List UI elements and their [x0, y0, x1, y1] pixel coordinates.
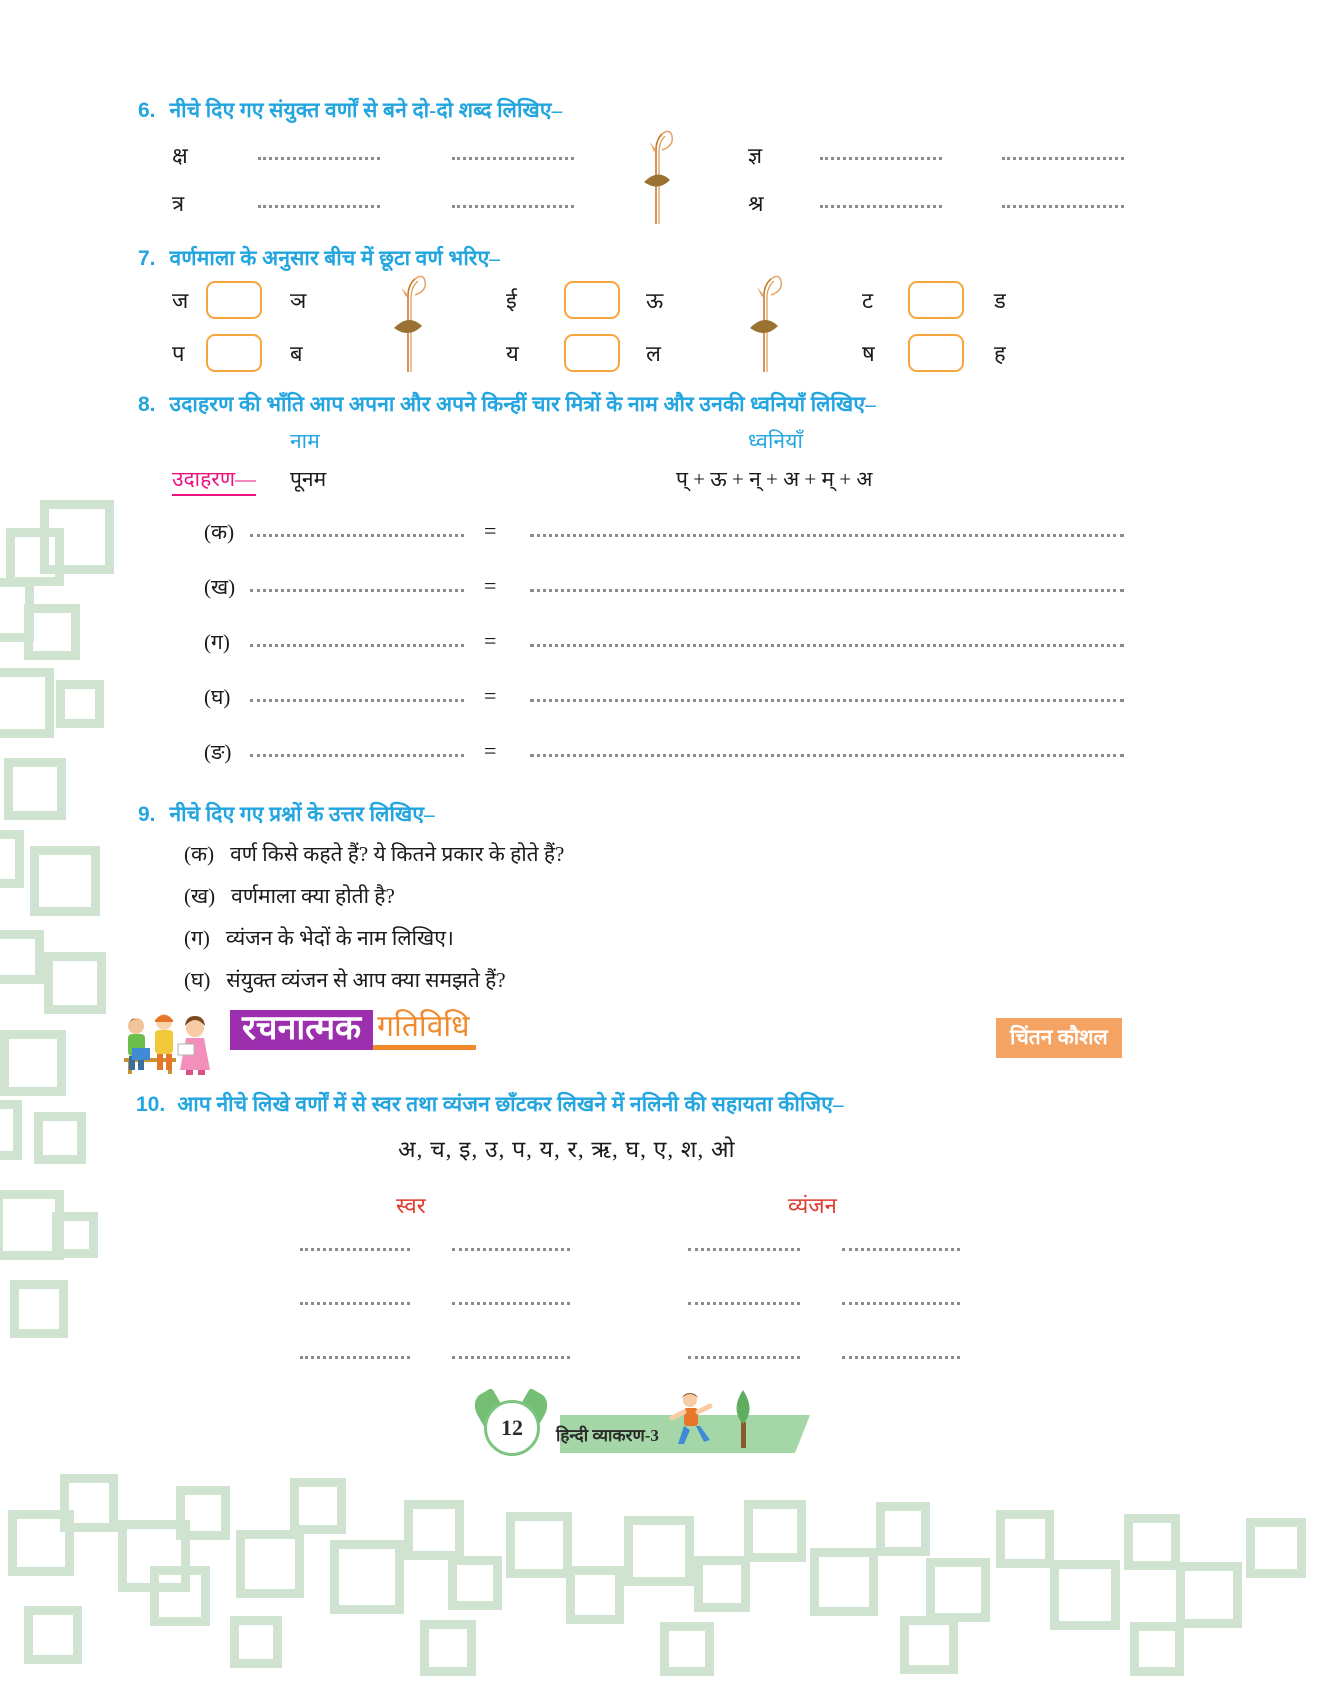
q8-example-label: उदाहरण—	[172, 465, 256, 496]
question-8-heading	[138, 390, 876, 418]
q10-consonant-blank-r1c2[interactable]	[842, 1248, 960, 1251]
q8-sounds-blank-2[interactable]	[530, 644, 1124, 647]
q6-row1-blank-3[interactable]	[820, 157, 942, 160]
q7-r2-g2-input-box[interactable]	[564, 334, 620, 372]
question-9-text: नीचे दिए गए प्रश्नों के उत्तर लिखिए–	[169, 802, 435, 826]
q8-equals-0: =	[484, 518, 497, 543]
q10-consonant-blank-r3c2[interactable]	[842, 1356, 960, 1359]
activity-banner-word1: रचनात्मक	[230, 1010, 373, 1050]
q7-r1-g1-input-box[interactable]	[206, 281, 262, 319]
q7-r2-g3-after: ह	[994, 341, 1006, 366]
q6-row2-blank-3[interactable]	[820, 205, 942, 208]
q8-sounds-blank-3[interactable]	[530, 699, 1124, 702]
question-8-text: उदाहरण की भाँति आप अपना और अपने किन्हीं चार मित्रों के नाम और उनकी ध्वनियाँ लिखिए–	[169, 392, 876, 416]
q8-item-marker-4: (ङ)	[204, 740, 232, 764]
q7-r2-g3-before: ष	[862, 341, 875, 366]
q9-item-1-marker: (ख)	[184, 884, 216, 908]
q6-row2-blank-1[interactable]	[258, 205, 380, 208]
question-9-heading	[138, 800, 435, 828]
question-7-text: वर्णमाला के अनुसार बीच में छूटा वर्ण भरिए–	[169, 246, 501, 270]
q9-item-2-marker: (ग)	[184, 926, 210, 950]
q8-item-marker-3: (घ)	[204, 685, 231, 709]
question-6-heading	[138, 96, 562, 124]
activity-banner-word2: गतिविधि	[373, 1011, 475, 1050]
q9-item-1	[184, 882, 395, 910]
q8-example-sounds: प् + ऊ + न् + अ + म् + अ	[676, 467, 873, 491]
page-number: 12	[484, 1400, 540, 1456]
q10-letters-list: अ, च, इ, उ, प, य, र, ऋ, घ, ए, श, ओ	[398, 1137, 736, 1162]
q8-item-marker-2: (ग)	[204, 630, 230, 654]
q8-equals-1: =	[484, 573, 497, 598]
q10-consonant-blank-r3c1[interactable]	[688, 1356, 800, 1359]
q9-item-3-text: संयुक्त व्यंजन से आप क्या समझते हैं?	[226, 968, 506, 992]
q9-item-2	[184, 924, 454, 952]
q9-item-3-marker: (घ)	[184, 968, 211, 992]
q6-row2-blank-4[interactable]	[1002, 205, 1124, 208]
q6-row2-blank-2[interactable]	[452, 205, 574, 208]
q7-r1-g3-before: ट	[862, 288, 874, 313]
question-6-number: 6.	[138, 99, 156, 122]
q10-vowel-blank-r1c2[interactable]	[452, 1248, 570, 1251]
q6-row1-blank-2[interactable]	[452, 157, 574, 160]
q8-equals-2: =	[484, 628, 497, 653]
q10-col-header-vowels: स्वर	[396, 1193, 426, 1218]
q7-r2-g1-input-box[interactable]	[206, 334, 262, 372]
question-8-number: 8.	[138, 393, 156, 416]
q7-r2-g2-before: य	[506, 341, 519, 366]
decorative-pattern-left	[0, 500, 140, 1350]
q10-consonant-blank-r2c1[interactable]	[688, 1302, 800, 1305]
q10-consonant-blank-r2c2[interactable]	[842, 1302, 960, 1305]
q8-name-blank-3[interactable]	[250, 699, 464, 702]
q6-row1-blank-1[interactable]	[258, 157, 380, 160]
q8-item-marker-1: (ख)	[204, 575, 236, 599]
q7-r2-g1-after: ब	[290, 341, 303, 366]
q6-row1-blank-4[interactable]	[1002, 157, 1124, 160]
q6-row1-left-letter: क्ष	[172, 143, 188, 168]
q10-vowel-blank-r2c2[interactable]	[452, 1302, 570, 1305]
q8-name-blank-4[interactable]	[250, 754, 464, 757]
children-illustration-icon	[116, 1008, 228, 1076]
q8-equals-4: =	[484, 738, 497, 763]
q7-r1-g3-after: ड	[994, 288, 1006, 313]
q8-col-header-name: नाम	[290, 429, 321, 453]
q9-item-1-text: वर्णमाला क्या होती है?	[231, 884, 395, 908]
q7-r1-g2-after: ऊ	[646, 288, 664, 313]
q7-r1-g2-before: ई	[506, 288, 517, 313]
q7-r2-g2-after: ल	[646, 341, 661, 366]
runner-illustration-icon	[660, 1390, 730, 1452]
q7-r2-g1-before: प	[172, 341, 185, 366]
q8-example-name: पूनम	[290, 467, 327, 491]
q6-row2-left-letter: त्र	[172, 191, 185, 216]
feather-divider-icon-2	[388, 272, 432, 372]
question-9-number: 9.	[138, 803, 156, 826]
q10-vowel-blank-r2c1[interactable]	[300, 1302, 410, 1305]
q9-item-3	[184, 966, 506, 994]
q10-col-header-consonants: व्यंजन	[788, 1193, 837, 1218]
feather-divider-icon-3	[744, 272, 788, 372]
q9-item-0-text: वर्ण किसे कहते हैं? ये कितने प्रकार के होते हैं?	[230, 842, 565, 866]
q8-col-header-sounds: ध्वनियाँ	[748, 429, 804, 453]
q8-name-blank-2[interactable]	[250, 644, 464, 647]
question-10-heading	[136, 1090, 844, 1118]
q10-consonant-blank-r1c1[interactable]	[688, 1248, 800, 1251]
q8-equals-3: =	[484, 683, 497, 708]
q8-item-marker-0: (क)	[204, 520, 235, 544]
q7-r2-g3-input-box[interactable]	[908, 334, 964, 372]
q9-item-2-text: व्यंजन के भेदों के नाम लिखिए।	[225, 926, 454, 950]
q8-sounds-blank-0[interactable]	[530, 534, 1124, 537]
question-7-number: 7.	[138, 247, 156, 270]
q10-vowel-blank-r3c1[interactable]	[300, 1356, 410, 1359]
q6-row1-right-letter: ज्ञ	[748, 143, 763, 168]
q6-row2-right-letter: श्र	[748, 191, 764, 216]
q7-r1-g2-input-box[interactable]	[564, 281, 620, 319]
q8-name-blank-1[interactable]	[250, 589, 464, 592]
question-7-heading	[138, 244, 500, 272]
q9-item-0	[184, 840, 564, 868]
q7-r1-g1-after: ञ	[290, 288, 307, 313]
q7-r1-g1-before: ज	[172, 288, 189, 313]
q8-sounds-blank-1[interactable]	[530, 589, 1124, 592]
q8-name-blank-0[interactable]	[250, 534, 464, 537]
q10-vowel-blank-r1c1[interactable]	[300, 1248, 410, 1251]
tree-illustration-icon	[726, 1388, 760, 1450]
status-badge: चिंतन कौशल	[996, 1018, 1122, 1058]
q7-r1-g3-input-box[interactable]	[908, 281, 964, 319]
question-10-number: 10.	[136, 1093, 166, 1116]
question-10-text: आप नीचे लिखे वर्णों में से स्वर तथा व्यंजन छाँटकर लिखने में नलिनी की सहायता कीजिए–	[177, 1092, 844, 1116]
question-6-text: नीचे दिए गए संयुक्त वर्णों से बने दो-दो शब्द लिखिए–	[169, 98, 563, 122]
footer-title: हिन्दी व्याकरण-3	[556, 1426, 659, 1445]
activity-banner	[230, 1010, 476, 1050]
feather-divider-icon	[636, 128, 680, 224]
q9-item-0-marker: (क)	[184, 842, 215, 866]
q8-sounds-blank-4[interactable]	[530, 754, 1124, 757]
q10-vowel-blank-r3c2[interactable]	[452, 1356, 570, 1359]
